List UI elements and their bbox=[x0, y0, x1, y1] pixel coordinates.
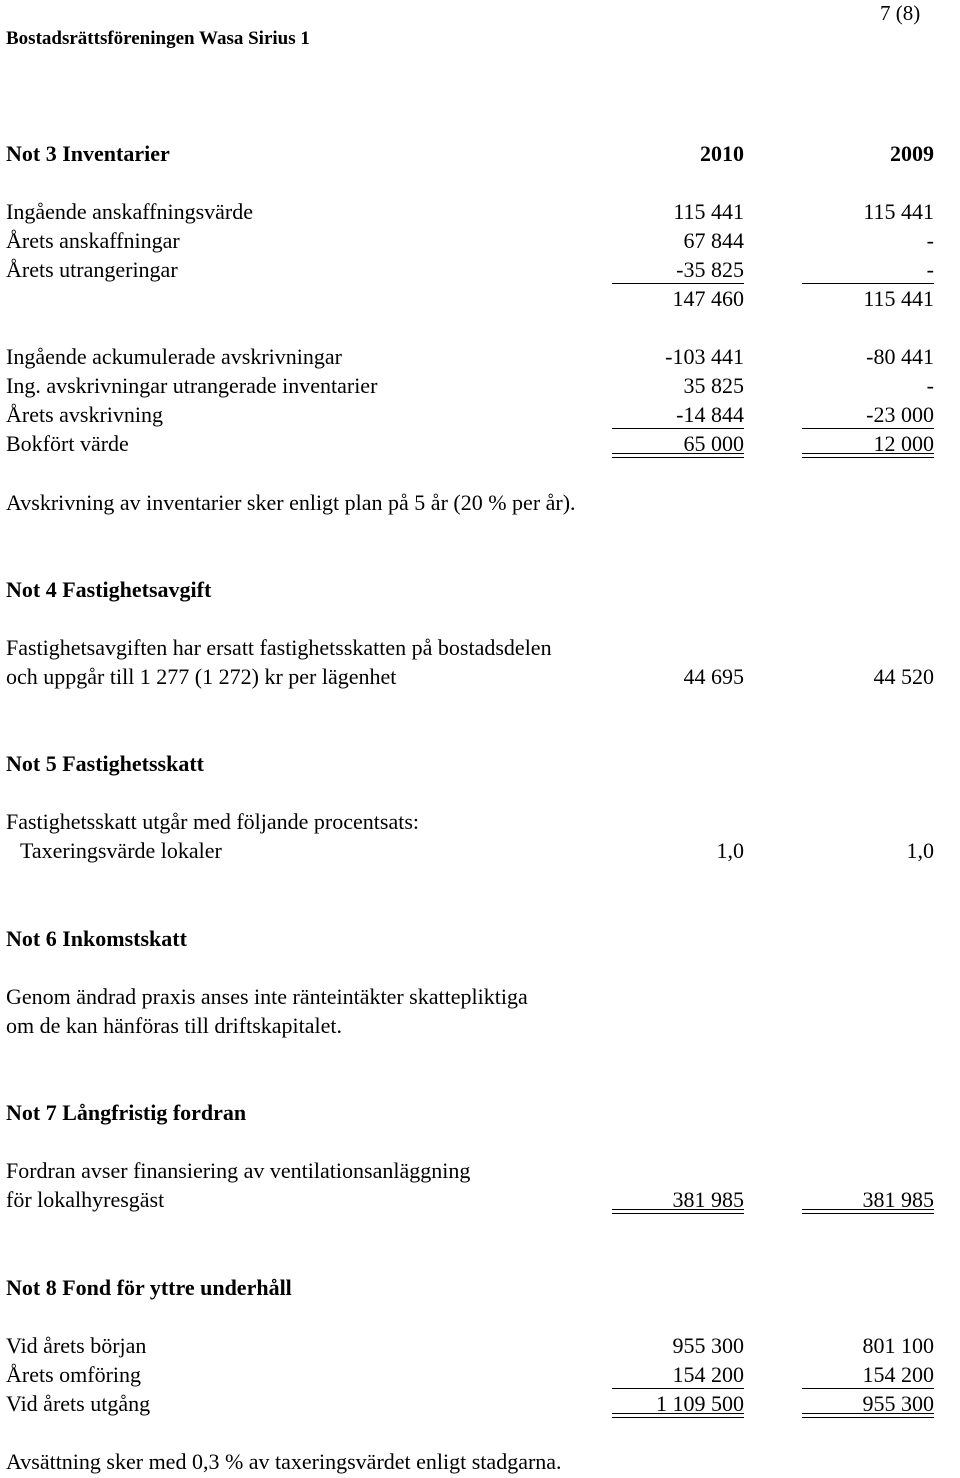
total-double-rule bbox=[612, 1209, 744, 1214]
not8-row-label: Vid årets början bbox=[6, 1333, 147, 1358]
not3-row-value-2010: 35 825 bbox=[683, 373, 744, 398]
page-number: 7 (8) bbox=[880, 1, 921, 25]
subtotal-rule bbox=[612, 283, 744, 284]
not8-row-value-2009: 955 300 bbox=[862, 1391, 934, 1416]
not6-title: Not 6 Inkomstskatt bbox=[6, 926, 187, 951]
not8-row-value-2010: 154 200 bbox=[672, 1362, 744, 1387]
not4-text-line: Fastighetsavgiften har ersatt fastighetsskatten på bostadsdelen bbox=[6, 635, 552, 660]
subtotal-rule bbox=[612, 1388, 744, 1389]
not8-row-value-2009: 801 100 bbox=[862, 1333, 934, 1358]
not3-year-2010: 2010 bbox=[700, 141, 744, 166]
not7-text-line: för lokalhyresgäst bbox=[6, 1187, 165, 1212]
not8-row-value-2009: 154 200 bbox=[862, 1362, 934, 1387]
not3-book-value-2010: 65 000 bbox=[683, 431, 744, 456]
not8-row-label: Vid årets utgång bbox=[6, 1391, 151, 1416]
not3-book-value-2009: 12 000 bbox=[873, 431, 934, 456]
not7-text-line: Fordran avser finansiering av ventilationsanläggning bbox=[6, 1158, 471, 1183]
not8-row-value-2010: 1 109 500 bbox=[656, 1391, 744, 1416]
not3-row-value-2010: 67 844 bbox=[683, 228, 744, 253]
not5-text-line: Taxeringsvärde lokaler bbox=[20, 838, 222, 863]
total-double-rule bbox=[802, 453, 934, 458]
not4-title: Not 4 Fastighetsavgift bbox=[6, 577, 212, 602]
subtotal-rule bbox=[802, 1388, 934, 1389]
not3-book-value-label: Bokfört värde bbox=[6, 431, 129, 456]
total-double-rule bbox=[612, 453, 744, 458]
not3-row-value-2009: - bbox=[926, 228, 934, 253]
subtotal-rule bbox=[802, 283, 934, 284]
total-double-rule bbox=[802, 1413, 934, 1418]
not3-row-label: Årets anskaffningar bbox=[6, 228, 180, 253]
not3-row-label: Ingående anskaffningsvärde bbox=[6, 199, 253, 224]
not3-row-value-2010: -35 825 bbox=[676, 257, 744, 282]
not3-row-value-2010: -14 844 bbox=[676, 402, 744, 427]
not8-row-label: Årets omföring bbox=[6, 1362, 142, 1387]
total-double-rule bbox=[802, 1209, 934, 1214]
not3-row-value-2009: - bbox=[926, 373, 934, 398]
not7-value-2010: 381 985 bbox=[672, 1187, 744, 1212]
subtotal-rule bbox=[802, 428, 934, 429]
not7-value-2009: 381 985 bbox=[862, 1187, 934, 1212]
not3-row-value-2009: - bbox=[926, 257, 934, 282]
not3-row-label: Ing. avskrivningar utrangerade inventarier bbox=[6, 373, 378, 398]
not3-year-2009: 2009 bbox=[890, 141, 934, 166]
not3-row-label: Ingående ackumulerade avskrivningar bbox=[6, 344, 342, 369]
not3-note: Avskrivning av inventarier sker enligt plan på 5 år (20 % per år). bbox=[6, 490, 576, 515]
not5-text-line: Fastighetsskatt utgår med följande procentsats: bbox=[6, 809, 420, 834]
not4-value-2010: 44 695 bbox=[683, 664, 744, 689]
not6-text-line: om de kan hänföras till driftskapitalet. bbox=[6, 1013, 343, 1038]
total-double-rule bbox=[612, 1413, 744, 1418]
subtotal-rule bbox=[612, 428, 744, 429]
not8-row-value-2010: 955 300 bbox=[672, 1333, 744, 1358]
not5-value-2010: 1,0 bbox=[716, 838, 744, 863]
not4-value-2009: 44 520 bbox=[873, 664, 934, 689]
not5-value-2009: 1,0 bbox=[906, 838, 934, 863]
not8-title: Not 8 Fond för yttre underhåll bbox=[6, 1275, 292, 1300]
not4-text-line: och uppgår till 1 277 (1 272) kr per lägenhet bbox=[6, 664, 397, 689]
not3-subtotal-2009: 115 441 bbox=[863, 286, 934, 311]
not5-title: Not 5 Fastighetsskatt bbox=[6, 751, 204, 776]
not3-row-label: Årets utrangeringar bbox=[6, 257, 178, 282]
not3-row-value-2010: -103 441 bbox=[665, 344, 744, 369]
organization-name: Bostadsrättsföreningen Wasa Sirius 1 bbox=[6, 28, 310, 49]
not3-row-label: Årets avskrivning bbox=[6, 402, 164, 427]
not3-row-value-2009: -80 441 bbox=[866, 344, 934, 369]
not3-row-value-2009: 115 441 bbox=[863, 199, 934, 224]
not3-row-value-2010: 115 441 bbox=[673, 199, 744, 224]
not3-subtotal-2010: 147 460 bbox=[672, 286, 744, 311]
not8-note: Avsättning sker med 0,3 % av taxeringsvärdet enligt stadgarna. bbox=[6, 1449, 562, 1474]
not3-title: Not 3 Inventarier bbox=[6, 141, 170, 166]
not6-text-line: Genom ändrad praxis anses inte ränteintäkter skattepliktiga bbox=[6, 984, 528, 1009]
not7-title: Not 7 Långfristig fordran bbox=[6, 1100, 247, 1125]
not3-row-value-2009: -23 000 bbox=[866, 402, 934, 427]
